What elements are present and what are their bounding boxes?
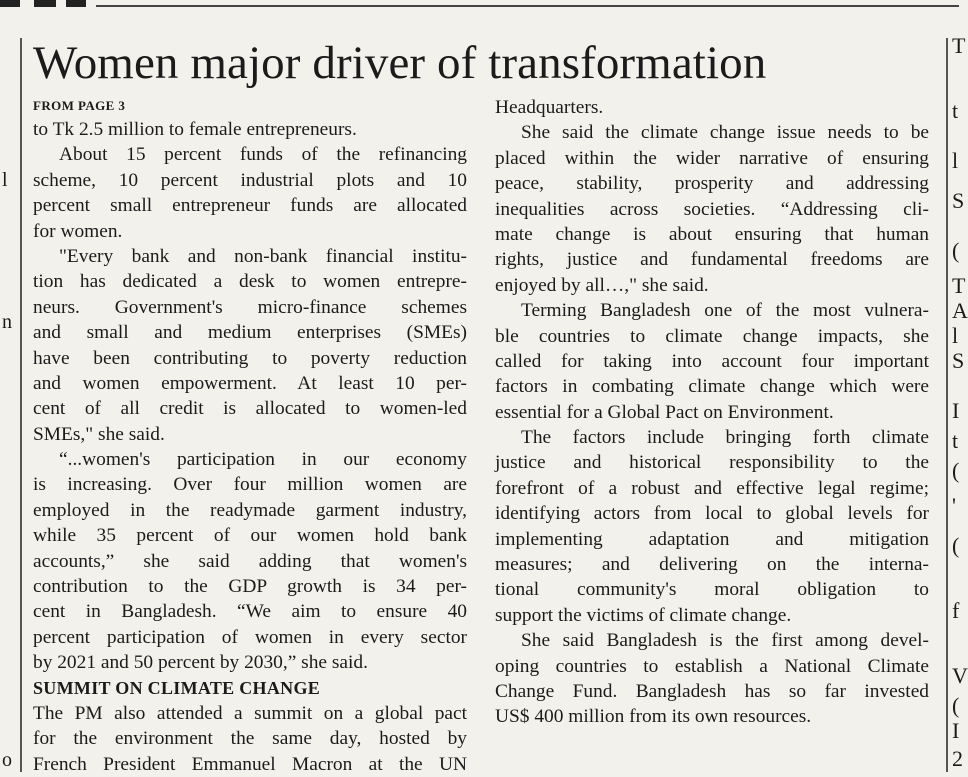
fragment-glyph: S [952,188,965,213]
text-line: for the environment the same day, hosted by [33,728,467,750]
text-line: justice and historical responsibility to the [495,452,929,474]
fragment-glyph: ( [952,693,960,718]
text-line: placed within the wider narrative of ensuring [495,147,929,169]
text-line: while 35 percent of our women hold bank [33,525,467,547]
fragment-glyph: V [952,663,968,688]
fragment-glyph: ( [952,238,960,263]
fragment-glyph: T [952,273,966,298]
fragment-glyph: ( [952,533,960,558]
text-line: factors in combating climate change which were [495,376,929,398]
top-rule-block [34,0,56,7]
text-line: About 15 percent funds of the refinancing [59,144,467,166]
text-line: The PM also attended a summit on a global pact [33,702,467,724]
text-line: Terming Bangladesh one of the most vulnera- [521,300,929,322]
text-line: measures; and delivering on the interna- [495,554,929,576]
fragment-glyph: l [2,169,8,191]
fragment-glyph: S [952,348,965,373]
left-column-divider [20,38,22,772]
fragment-glyph: 2 [952,746,963,771]
text-line: "Every bank and non-bank financial institu- [59,245,467,267]
top-rule-block [66,0,86,7]
text-line: and women empowerment. At least 10 per- [33,372,467,394]
headline: Women major driver of transformation [33,37,767,89]
text-line: for women. [33,220,123,242]
text-line: identifying actors from local to global levels for [495,503,929,525]
text-line: called for taking into account four important [495,350,929,372]
text-line: oping countries to establish a National Climate [495,655,929,677]
right-neighbour-fragment [950,30,968,772]
text-line: ble countries to climate change impacts, she [495,325,929,347]
text-line: to Tk 2.5 million to female entrepreneurs. [33,119,357,140]
column-1-body [33,117,467,676]
text-line: contribution to the GDP growth is 34 per- [33,576,467,598]
text-line: French President Emmanuel Macron at the UN [33,753,467,775]
text-line: implementing adaptation and mitigation [495,528,929,550]
text-line: She said the climate change issue needs to be [521,122,929,144]
text-line: inequalities across societies. “Addressing cli- [495,198,929,220]
left-neighbour-fragment [0,30,14,772]
text-line: employed in the readymade garment industry, [33,499,467,521]
text-line: forefront of a robust and effective legal regime; [495,477,929,499]
fragment-glyph: t [952,98,959,123]
text-line: neurs. Government's micro-finance schemes [33,296,467,318]
text-line: by 2021 and 50 percent by 2030,” she said. [33,652,368,674]
text-line: rights, justice and fundamental freedoms are [495,249,929,271]
top-rule-block [0,0,20,7]
text-line: SMEs," she said. [33,423,165,445]
text-line: have been contributing to poverty reduction [33,347,467,369]
text-line: tion has dedicated a desk to women entrepre- [33,271,467,293]
text-line: accounts,” she said adding that women's [33,550,467,572]
article-column-1 [33,95,467,777]
text-line: percent small entrepreneur funds are allocated [33,195,467,217]
fragment-glyph: ' [952,493,956,518]
fragment-glyph: I [952,718,960,743]
text-line: Headquarters. [495,97,604,118]
jump-from-label: FROM PAGE 3 [33,98,126,113]
text-line: cent in Bangladesh. “We aim to ensure 40 [33,601,467,623]
text-line: “...women's participation in our economy [59,449,467,471]
text-line: US$ 400 million from its own resources. [495,706,812,728]
text-line: The factors include bringing forth climate [521,427,929,449]
subhead: SUMMIT ON CLIMATE CHANGE [33,677,321,698]
text-line: percent participation of women in every sector [33,626,467,648]
text-line: Change Fund. Bangladesh has so far invested [495,680,929,702]
column-2-body [495,95,929,730]
text-line: tional community's moral obligation to [495,579,929,601]
text-line: and small and medium enterprises (SMEs) [33,322,467,344]
fragment-glyph: I [952,398,960,423]
text-line: cent of all credit is allocated to women-led [33,398,467,420]
fragment-glyph: t [952,428,959,453]
top-rule [0,0,959,8]
fragment-glyph: ( [952,458,960,483]
fragment-glyph: f [952,598,960,623]
text-line: peace, stability, prosperity and addressing [495,173,929,195]
right-column-divider [946,38,948,772]
text-line: scheme, 10 percent industrial plots and 10 [33,169,467,191]
text-line: mate change is about ensuring that human [495,223,929,245]
text-line: She said Bangladesh is the first among devel- [521,630,929,652]
column-1-continuation [33,701,467,777]
top-rule-line [96,5,959,7]
fragment-glyph: n [2,311,12,333]
fragment-glyph: o [2,749,12,771]
text-line: support the victims of climate change. [495,604,792,626]
text-line: enjoyed by all…," she said. [495,274,709,296]
fragment-glyph: T [952,33,966,58]
text-line: is increasing. Over four million women are [33,474,467,496]
fragment-glyph: l [952,148,959,173]
fragment-glyph: A [952,298,968,323]
text-line: essential for a Global Pact on Environment. [495,401,834,423]
article-column-2 [495,95,929,730]
fragment-glyph: l [952,323,959,348]
